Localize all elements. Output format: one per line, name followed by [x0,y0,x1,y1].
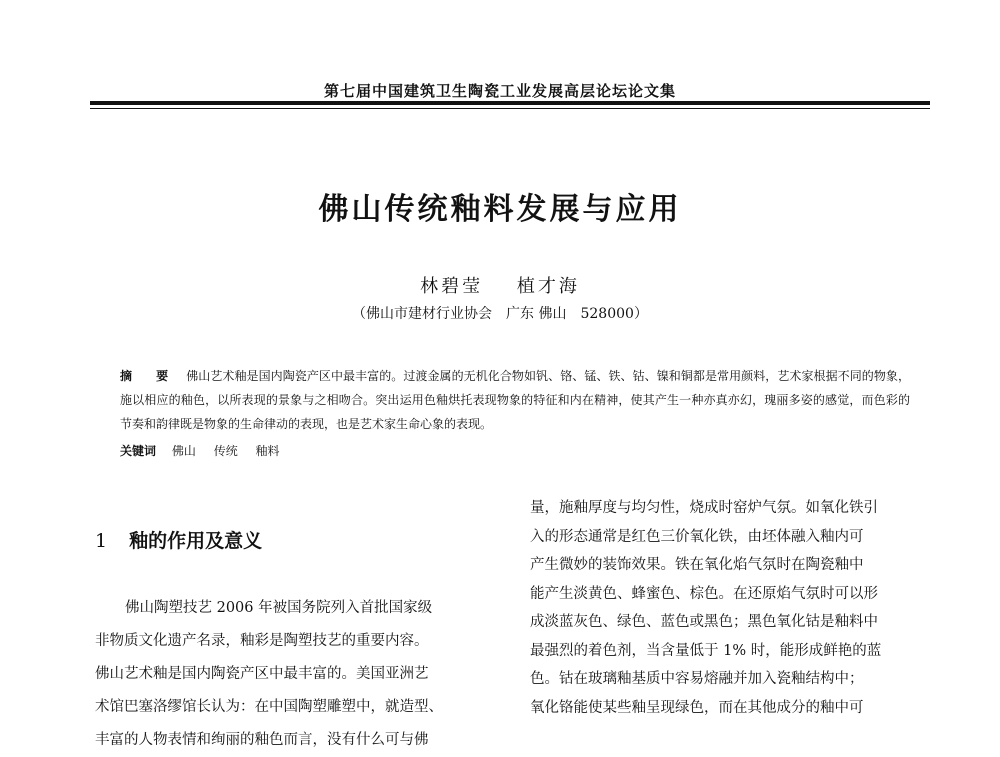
body-line: 色。钴在玻璃釉基质中容易熔融并加入瓷釉结构中； [530,671,864,687]
body-line: 量，施釉厚度与均匀性，烧成时窑炉气氛。如氧化铁引 [530,500,878,516]
keyword: 釉料 [255,444,280,458]
author-name: 植才海 [516,276,580,297]
body-line: 产生微妙的装饰效果。铁在氧化焰气氛时在陶瓷釉中 [530,557,864,573]
body-line: 最强烈的着色剂，当含量低于 1% 时，能形成鲜艳的蓝 [530,642,882,659]
author-affiliation: （佛山市建材行业协会 广东 佛山 528000） [352,306,648,322]
body-line: 入的形态通常是红色三价氧化铁，由坯体融入釉内可 [530,528,864,545]
abstract [120,364,910,436]
header-rule-thick [90,101,930,105]
author-name: 林碧莹 [420,276,484,297]
section-number: 1 [95,530,108,552]
body-line: 佛山艺术釉是国内陶瓷产区中最丰富的。美国亚洲艺 [95,666,429,682]
running-header: 第七届中国建筑卫生陶瓷工业发展高层论坛论文集 [323,82,676,100]
body-column-left [95,592,495,757]
section-title: 釉的作用及意义 [129,530,263,552]
body-line: 术馆巴塞洛缪馆长认为：在中国陶塑雕塑中，就造型、 [95,699,443,715]
body-line: 丰富的人物表情和绚丽的釉色而言，没有什么可与佛 [95,732,429,748]
section-heading [95,526,262,553]
body-line: 氧化铬能使某些釉呈现绿色，而在其他成分的釉中可 [530,699,864,716]
abstract-label: 摘 要 [120,369,175,383]
keyword: 佛山 [171,444,196,458]
article-title: 佛山传统釉料发展与应用 [318,192,682,227]
body-line: 佛山陶塑技艺 2006 年被国务院列入首批国家级 [125,600,433,616]
author-list [0,272,1000,298]
body-line: 非物质文化遗产名录，釉彩是陶塑技艺的重要内容。 [95,633,429,649]
body-line: 成淡蓝灰色、绿色、蓝色或黑色；黑色氧化钴是釉料中 [530,614,878,630]
keyword: 传统 [213,444,238,458]
header-rule-thin [90,108,930,109]
body-column-right [530,494,930,722]
abstract-text: 佛山艺术釉是国内陶瓷产区中最丰富的。过渡金属的无机化合物如钒、铬、锰、铁、钴、镍和铜都是常用颜料，艺术家根据不同的物象，施以相应的釉色，以所表现的景象与之相吻合。突出运用色釉烘托表现物象的特征和内在精神，使其产生一种亦真亦幻，瑰丽多姿的感觉，而色彩的节奏和韵律既是物象的生命律动的表现，也是艺术家生命心象的表现。 [120,369,910,431]
keywords-label: 关键词 [120,444,157,458]
keywords [120,439,910,463]
body-line: 能产生淡黄色、蜂蜜色、棕色。在还原焰气氛时可以形 [530,585,878,602]
